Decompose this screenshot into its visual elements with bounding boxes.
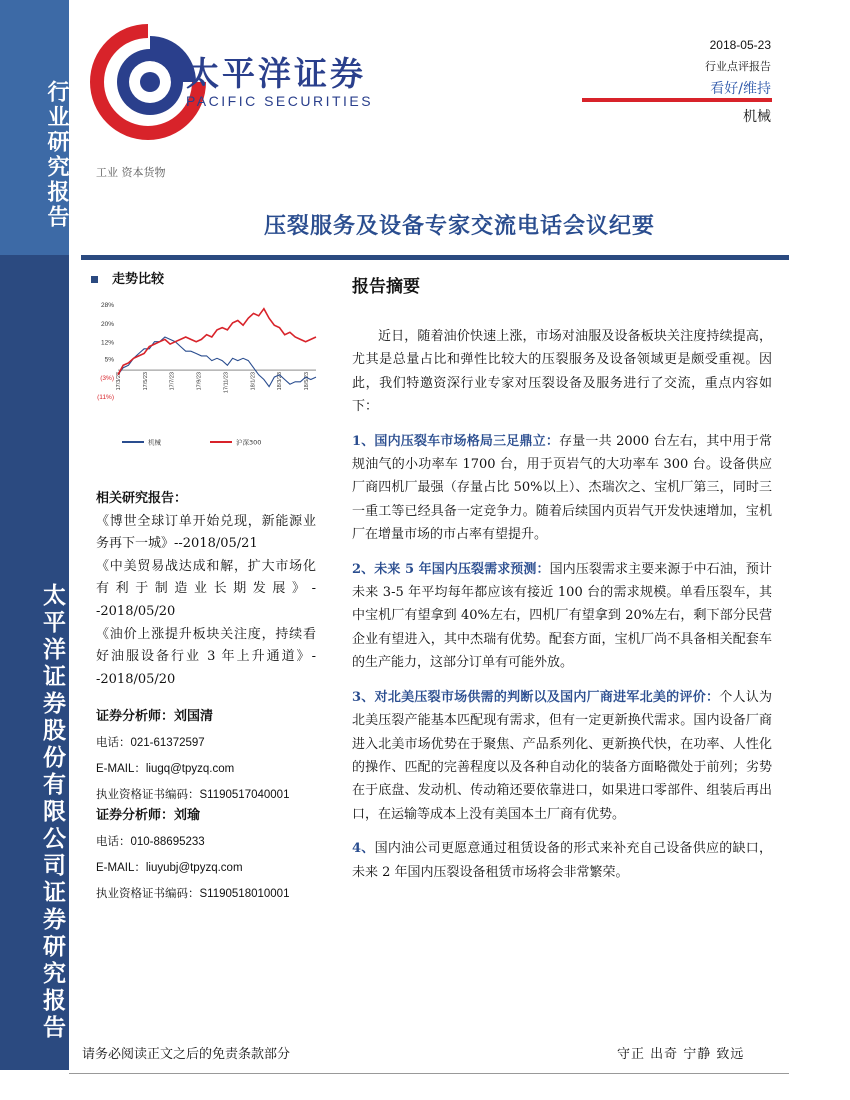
x-tick-label: 17/7/23	[169, 372, 176, 391]
sidebar-bottom-label: 太平洋证券股份有限公司证券研究报告	[39, 583, 66, 1042]
sector: 机械	[743, 109, 771, 125]
page-title: 压裂服务及设备专家交流电话会议纪要	[263, 213, 655, 239]
x-tick-label: 17/3/23	[116, 372, 122, 391]
analyst-card	[96, 803, 326, 907]
analyst-cert: 执业资格证书编码：S1190517040001	[96, 789, 290, 801]
footer-motto: 守正 出奇 宁静 致远	[617, 1047, 745, 1062]
y-tick-label: 28%	[100, 302, 114, 309]
point-number: 2、	[352, 561, 375, 577]
footer-divider	[69, 1073, 789, 1074]
analyst-email[interactable]: E-MAIL：liugq@tpyzq.com	[96, 763, 235, 775]
summary-heading: 报告摘要	[352, 277, 420, 297]
related-item[interactable]: 《中美贸易战达成和解，扩大市场化有利于制造业长期发展》--2018/05/20	[96, 558, 316, 619]
y-tick-label: (3%)	[100, 375, 114, 383]
bullet-icon	[91, 276, 98, 283]
x-tick-label: 17/9/23	[196, 372, 203, 391]
analyst-name: 证券分析师：刘国清	[96, 709, 214, 724]
summary-point	[352, 686, 772, 826]
breadcrumb: 工业 资本货物	[96, 166, 166, 179]
x-tick-label: 18/5/23	[304, 372, 310, 391]
rating-divider	[582, 98, 772, 102]
report-type: 行业点评报告	[705, 60, 771, 73]
point-number: 4、	[352, 841, 375, 857]
x-tick-label: 17/5/23	[142, 372, 149, 391]
related-heading: 相关研究报告：	[96, 491, 188, 506]
legend-label: 机械	[148, 438, 161, 447]
point-text: 个人认为北美压裂产能基本匹配现有需求，但有一定更新换代需求。国内设备厂商进入北美市场优势在于聚焦、产品系列化、更新换代快，在功率、人性化的操作、匹配的完善程度以及各种自动化的装备方面略微处于前列；劣势在于底盘、发动机、传动箱还要依靠进口，如果进口零部件、组装后再出口，在运输等成本上没有美国本土厂商有优势。	[352, 689, 772, 822]
y-tick-label: 20%	[100, 320, 114, 328]
legend-label: 沪深300	[236, 438, 262, 447]
point-heading: 未来 5 年国内压裂需求预测：	[374, 561, 550, 577]
point-number: 1、	[352, 433, 375, 449]
y-tick-label: (11%)	[97, 394, 114, 401]
x-tick-label: 18/1/23	[250, 372, 257, 391]
related-item[interactable]: 《油价上涨提升板块关注度，持续看好油服设备行业 3 年上升通道》--2018/05/20	[96, 626, 316, 687]
sidebar-top-label: 行业研究报告	[44, 80, 69, 230]
point-text: 国内压裂需求主要来源于中石油，预计未来 3-5 年平均每年都应该有接近 100 台的需求规模。单看压裂车，其中宝机厂有望拿到 40%左右，四机厂有望拿到 20%左右，剩下部分民营企业有望进入，其中杰瑞有优势。配套方面，宝机厂尚不具备相关配套车的生产能力，这部分订单有可能外放。	[352, 561, 772, 671]
related-reports	[96, 488, 316, 691]
summary-point	[352, 430, 772, 547]
point-number: 3、	[352, 689, 375, 705]
trend-chart	[86, 296, 326, 456]
analyst-card	[96, 704, 326, 808]
point-text: 国内油公司更愿意通过租赁设备的形式来补充自己设备供应的缺口，未来 2 年国内压裂设备租赁市场将会非常繁荣。	[352, 841, 772, 880]
analyst-cert: 执业资格证书编码：S1190518010001	[96, 888, 290, 900]
analyst-email[interactable]: E-MAIL：liuyubj@tpyzq.com	[96, 862, 243, 874]
report-date: 2018-05-23	[709, 38, 771, 52]
point-text: 存量一共 2000 台左右，其中用于常规油气的小功率车 1700 台，用于页岩气的大功率车 300 台。设备供应厂商四机厂最强（存量占比 50%以上）、杰瑞次之、宝机厂第三，同时三一重工等已经具备一定竞争力。随着后续国内页岩气开发快速增加，宝机厂在增量市场的市占率有望提升。	[352, 433, 772, 543]
analyst-phone: 电话：021-61372597	[96, 737, 205, 749]
sidebar-top	[0, 0, 69, 255]
point-heading: 对北美压裂市场供需的判断以及国内厂商进军北美的评价：	[374, 689, 720, 705]
summary-intro: 近日，随着油价快速上涨，市场对油服及设备板块关注度持续提高，尤其是总量占比和弹性比较大的压裂服务及设备领域更是颇受重视。因此，我们特邀资深行业专家对压裂设备及服务进行了交流，重点内容如下：	[352, 329, 772, 415]
logo-name-en: PACIFIC SECURITIES	[186, 93, 374, 109]
x-tick-label: 18/3/23	[277, 372, 284, 391]
logo-name-cn: 太平洋证券	[186, 54, 366, 93]
summary-point	[352, 837, 772, 884]
analyst-name: 证券分析师：刘瑜	[96, 808, 201, 823]
title-divider	[81, 255, 789, 260]
x-tick-label: 17/11/23	[223, 372, 230, 394]
related-item[interactable]: 《博世全球订单开始兑现，新能源业务再下一城》--2018/05/21	[96, 513, 316, 552]
trend-heading-label: 走势比较	[112, 272, 165, 287]
trend-heading	[91, 268, 164, 287]
summary-point	[352, 558, 772, 675]
sidebar-bottom	[0, 255, 69, 1070]
point-heading: 国内压裂车市场格局三足鼎立：	[374, 433, 560, 449]
y-tick-label: 5%	[104, 356, 114, 364]
series-line	[118, 309, 316, 375]
analyst-phone: 电话：010-88695233	[96, 836, 205, 848]
footer-disclaimer: 请务必阅读正文之后的免责条款部分	[82, 1047, 291, 1062]
y-tick-label: 12%	[100, 339, 114, 347]
rating: 看好/维持	[710, 81, 771, 97]
summary-body	[352, 325, 772, 895]
